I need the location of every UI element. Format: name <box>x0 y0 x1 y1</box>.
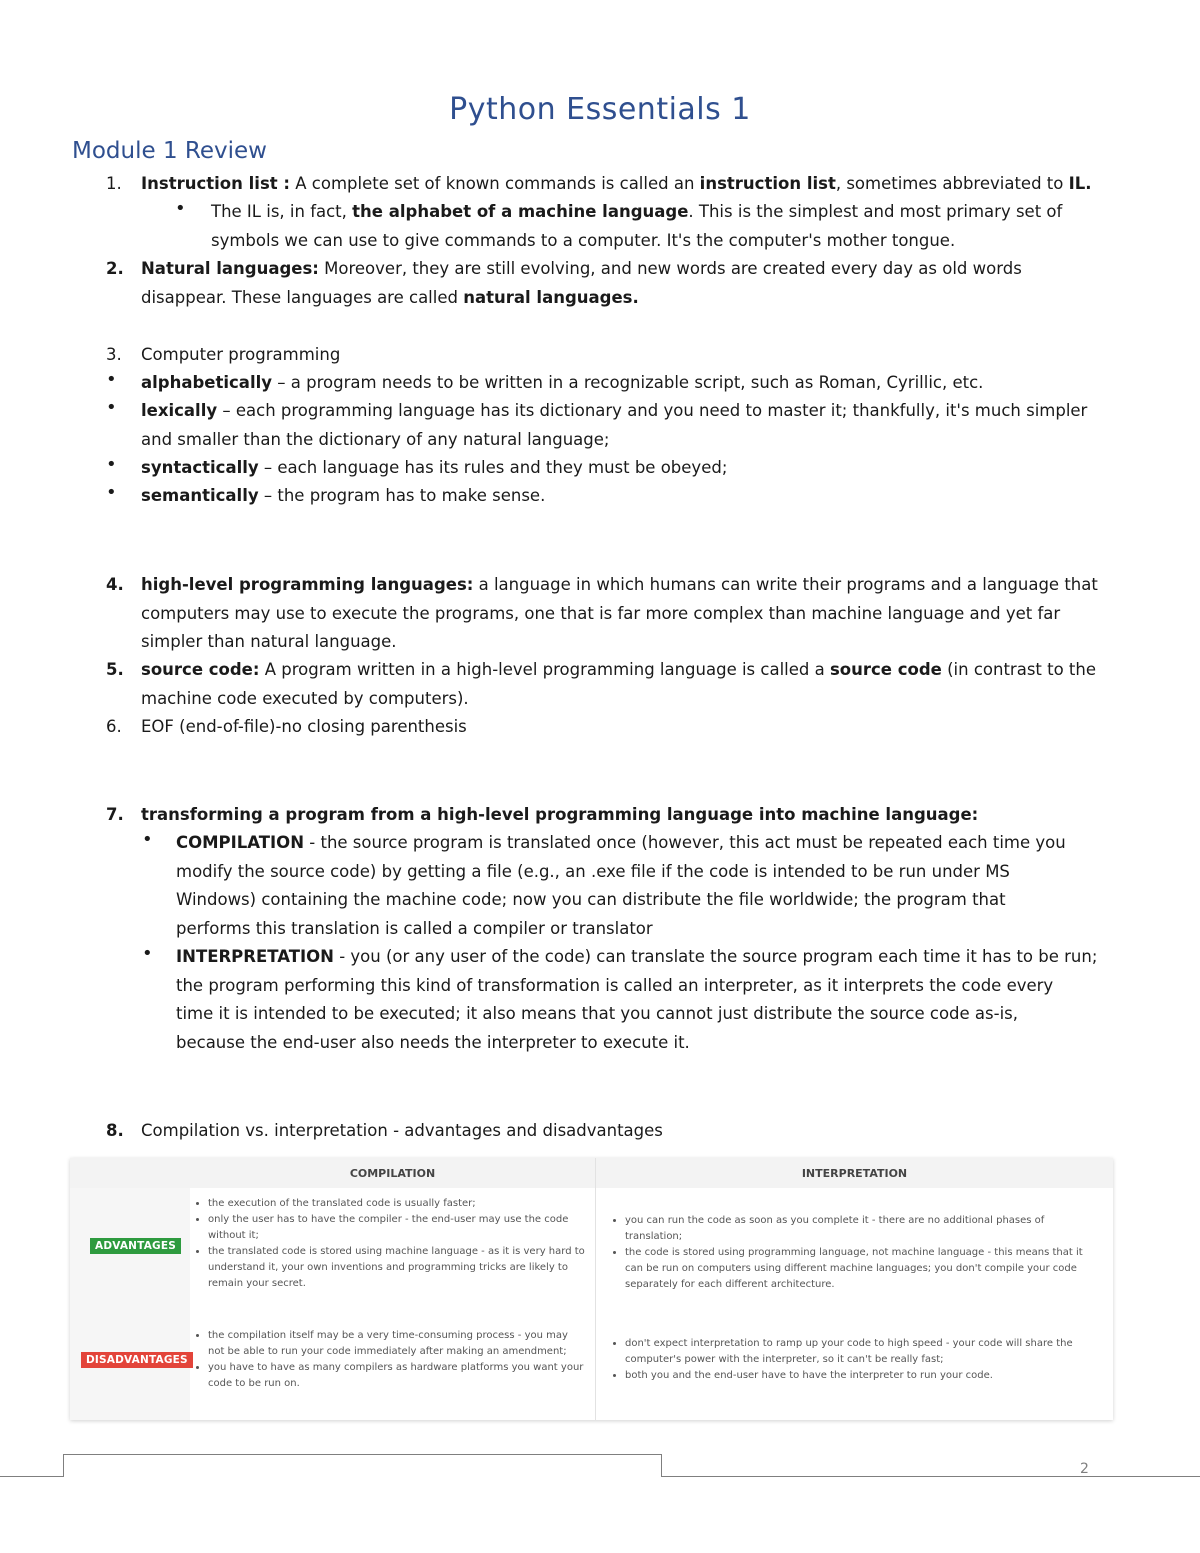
table-row-disadvantages <box>70 1318 1113 1420</box>
list-number: 8. <box>106 1121 124 1140</box>
list-number: 2. <box>106 259 124 278</box>
dis-compilation-cell <box>190 1328 585 1392</box>
list-item: • the execution of the translated code is usually faster; <box>208 1196 585 1212</box>
column-divider <box>595 1188 596 1318</box>
list-item: transforming a program from a high-level programming language into machine language: <box>141 805 979 824</box>
list-subitem-cont: symbols we can use to give commands to a computer. It's the computer's mother tongue. <box>211 231 956 250</box>
column-header-interpretation: INTERPRETATION <box>801 1167 908 1180</box>
list-number: 1. <box>106 174 122 193</box>
row-label-cell <box>70 1188 190 1318</box>
list-item: • the compilation itself may be a very time-consuming process - you may not be able to run your code immediately after making an amendment; <box>208 1328 585 1360</box>
footer-rule <box>0 1476 63 1477</box>
list-item: • the translated code is stored using machine language - as it is very hard to understand it, your own inventions and programming tricks are likely to remain your secret. <box>208 1244 585 1292</box>
list-subitem-cont: modify the source code) by getting a file (e.g., an .exe file if the code is intended to be run under MS <box>176 862 1010 881</box>
list-item: Compilation vs. interpretation - advantages and disadvantages <box>141 1121 663 1140</box>
list-number: 5. <box>106 660 124 679</box>
list-item-cont: machine code executed by computers). <box>141 689 469 708</box>
list-number: 3. <box>106 345 122 364</box>
list-subitem: alphabetically – a program needs to be written in a recognizable script, such as Roman, Cyrillic, etc. <box>141 373 984 392</box>
list-number: 6. <box>106 717 122 736</box>
list-subitem: lexically – each programming language has its dictionary and you need to master it; thankfully, it's much simpler <box>141 401 1088 420</box>
footer-rule <box>63 1454 64 1477</box>
column-header-compilation: COMPILATION <box>349 1167 436 1180</box>
list-item: • the code is stored using programming language, not machine language - this means that it can be run on computers using different machine languages; you don't compile your code separately for each different architecture. <box>625 1245 1102 1293</box>
list-subitem: COMPILATION - the source program is translated once (however, this act must be repeated each time you <box>176 833 1066 852</box>
comparison-table <box>70 1158 1113 1420</box>
list-subitem-cont: Windows) containing the machine code; now you can distribute the file worldwide; the program that <box>176 890 1006 909</box>
list-item-cont: computers may use to execute the programs, one that is far more complex than machine language and yet far <box>141 604 1061 623</box>
list-item: source code: A program written in a high-level programming language is called a source code (in contrast to the <box>141 660 1097 679</box>
list-subitem: The IL is, in fact, the alphabet of a machine language. This is the simplest and most primary set of <box>211 202 1063 221</box>
list-item: Natural languages: Moreover, they are still evolving, and new words are created every day as old words <box>141 259 1022 278</box>
list-subitem: semantically – the program has to make sense. <box>141 486 546 505</box>
disadvantages-label: DISADVANTAGES <box>81 1352 193 1368</box>
bullet-icon: • <box>106 369 117 390</box>
list-subitem-cont: and smaller than the dictionary of any natural language; <box>141 430 610 449</box>
bullet-icon: • <box>106 482 117 503</box>
list-subitem-cont: the program performing this kind of transformation is called an interpreter, as it interprets the code every <box>176 976 1054 995</box>
list-number: 4. <box>106 575 124 594</box>
bullet-icon: • <box>175 198 186 219</box>
section-heading: Module 1 Review <box>72 138 267 164</box>
list-item: • don't expect interpretation to ramp up your code to high speed - your code will share the computer's power with the interpreter, so it can't be really fast; <box>625 1336 1102 1368</box>
list-item: • you can run the code as soon as you complete it - there are no additional phases of translation; <box>625 1213 1102 1245</box>
dis-interpretation-cell <box>607 1336 1102 1384</box>
list-item-cont: disappear. These languages are called natural languages. <box>141 288 639 307</box>
list-item: Instruction list : A complete set of known commands is called an instruction list, sometimes abbreviated to IL. <box>141 174 1092 193</box>
footer-rule <box>661 1454 662 1477</box>
list-item: • only the user has to have the compiler - the end-user may use the code without it; <box>208 1212 585 1244</box>
list-number: 7. <box>106 805 124 824</box>
page-number: 2 <box>1080 1461 1089 1477</box>
list-item: Computer programming <box>141 345 341 364</box>
list-item: • you have to have as many compilers as hardware platforms you want your code to be run on. <box>208 1360 585 1392</box>
list-item-cont: simpler than natural language. <box>141 632 397 651</box>
list-item: high-level programming languages: a language in which humans can write their programs and a language that <box>141 575 1098 594</box>
list-subitem-cont: performs this translation is called a compiler or translator <box>176 919 653 938</box>
table-row-advantages <box>70 1188 1113 1319</box>
list-subitem: syntactically – each language has its rules and they must be obeyed; <box>141 458 728 477</box>
list-subitem-cont: because the end-user also needs the interpreter to execute it. <box>176 1033 690 1052</box>
bullet-icon: • <box>106 454 117 475</box>
table-header-row <box>70 1158 1113 1189</box>
row-label-cell <box>70 1318 190 1420</box>
footer-rule <box>63 1454 661 1455</box>
bullet-icon: • <box>142 943 153 964</box>
list-subitem: INTERPRETATION - you (or any user of the code) can translate the source program each time it has to be run; <box>176 947 1098 966</box>
advantages-label: ADVANTAGES <box>90 1238 181 1254</box>
column-divider <box>595 1318 596 1420</box>
bullet-icon: • <box>106 397 117 418</box>
list-subitem-cont: time it is intended to be executed; it also means that you cannot just distribute the source code as-is, <box>176 1004 1018 1023</box>
adv-compilation-cell <box>190 1196 585 1292</box>
footer-rule <box>661 1476 1200 1477</box>
document-title: Python Essentials 1 <box>449 92 751 127</box>
list-item: EOF (end-of-file)-no closing parenthesis <box>141 717 467 736</box>
bullet-icon: • <box>142 829 153 850</box>
list-item: • both you and the end-user have to have the interpreter to run your code. <box>625 1368 1102 1384</box>
adv-interpretation-cell <box>607 1213 1102 1293</box>
